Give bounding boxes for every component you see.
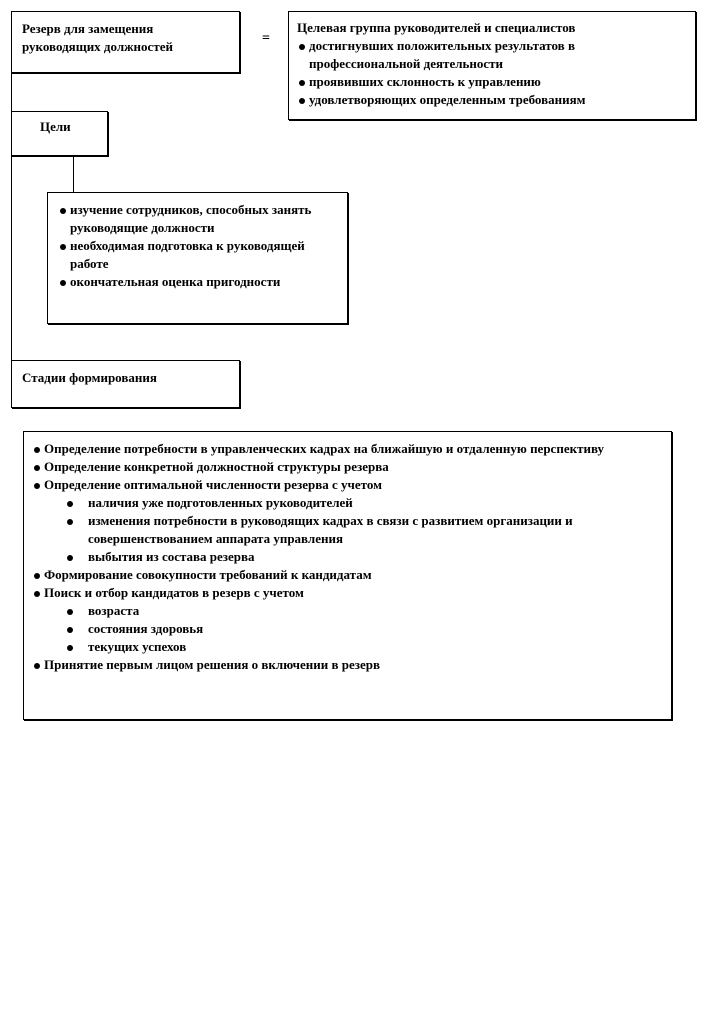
target-group-list <box>297 37 687 109</box>
stage-text: Формирование совокупности требований к кандидатам <box>44 567 372 582</box>
stages-list <box>32 566 663 602</box>
stages-box <box>11 360 240 408</box>
equals-sign: = <box>262 31 270 46</box>
sub-list-item: наличия уже подготовленных руководителей <box>32 494 663 512</box>
list-item <box>32 440 663 458</box>
sub-list-item: состояния здоровья <box>32 620 663 638</box>
sub-list-item: текущих успехов <box>32 638 663 656</box>
target-group-title: Целевая группа руководителей и специалистов <box>297 20 576 35</box>
goals-box <box>11 111 108 156</box>
list-item: проявивших склонность к управлению <box>297 73 687 91</box>
stage-text: Поиск и отбор кандидатов в резерв с учетом <box>44 585 304 600</box>
list-item: достигнувших положительных результатов в профессиональной деятельности <box>297 37 687 73</box>
stages-items-box <box>23 431 672 720</box>
stages-title: Стадии формирования <box>22 370 157 385</box>
list-item: изучение сотрудников, способных занять руководящие должности <box>58 201 337 237</box>
connector-goals-to-items <box>73 155 74 195</box>
stages-sublist <box>32 602 663 656</box>
reserve-box-text: Резерв для замещения руководящих должностей <box>22 21 173 54</box>
list-item <box>32 656 663 674</box>
list-item <box>32 458 663 476</box>
goals-list <box>58 201 337 291</box>
stages-list <box>32 440 663 494</box>
goals-items-box <box>47 192 348 324</box>
sub-list-item: возраста <box>32 602 663 620</box>
goals-title: Цели <box>40 119 71 134</box>
sub-list-item: изменения потребности в руководящих кадрах в связи с развитием организации и совершенствованием аппарата управления <box>32 512 663 548</box>
reserve-box <box>11 11 240 73</box>
target-group-box <box>288 11 696 120</box>
stage-text: Принятие первым лицом решения о включении в резерв <box>44 657 380 672</box>
sub-list-item: выбытия из состава резерва <box>32 548 663 566</box>
list-item: удовлетворяющих определенным требованиям <box>297 91 687 109</box>
stage-text: Определение потребности в управленческих кадрах на ближайшую и отдаленную перспективу <box>44 441 605 456</box>
list-item <box>32 566 663 584</box>
list-item <box>32 476 663 494</box>
list-item: окончательная оценка пригодности <box>58 273 337 291</box>
stage-text: Определение оптимальной численности резерва с учетом <box>44 477 382 492</box>
list-item <box>32 584 663 602</box>
stage-text: Определение конкретной должностной структуры резерва <box>44 459 389 474</box>
stages-list <box>32 656 663 674</box>
stages-sublist <box>32 494 663 566</box>
list-item: необходимая подготовка к руководящей работе <box>58 237 337 273</box>
